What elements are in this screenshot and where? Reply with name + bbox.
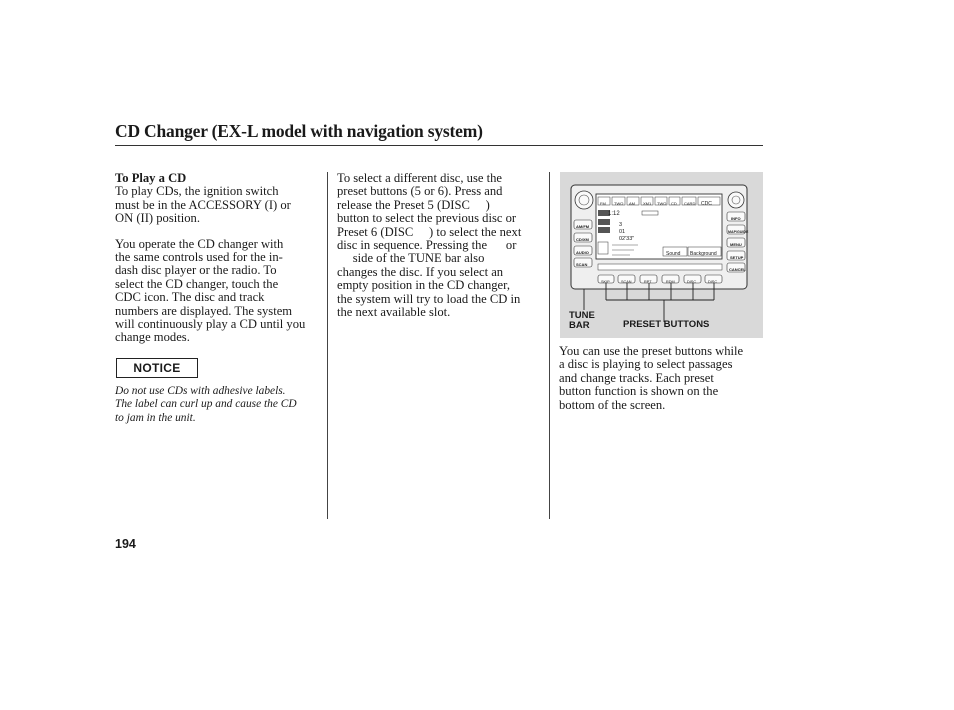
text-line: button function is shown on the [559, 384, 719, 399]
text-line: must be in the ACCESSORY (I) or [115, 197, 291, 212]
text-line: will continuously play a CD until you [115, 317, 306, 332]
preset-button-label: RDM [666, 280, 675, 284]
background-button-label: Background [690, 251, 717, 257]
section-heading: To Play a CD [115, 171, 187, 185]
volume-knob-icon [575, 191, 593, 209]
preset-buttons-label: PRESET BUTTONS [623, 319, 710, 330]
text-line: change modes. [115, 330, 190, 345]
text-line: and change tracks. Each preset [559, 370, 714, 385]
text-line: You can use the preset buttons while [559, 344, 744, 358]
text-line: bottom of the screen. [559, 397, 666, 412]
screen-mode: CDC [701, 201, 712, 207]
screen-track: 01 [619, 229, 626, 235]
screen-tab-label: CARD [684, 201, 696, 206]
text-line: To play CDs, the ignition switch [115, 184, 279, 199]
column-1 [115, 172, 305, 345]
text-line: to jam in the unit. [115, 411, 196, 424]
screen-clock: 1:12 [608, 211, 620, 217]
text-line: You operate the CD changer with [115, 236, 284, 251]
screen-tab-label: FM [600, 201, 606, 206]
page-number: 194 [115, 537, 136, 551]
sound-button-label: Sound [666, 251, 681, 257]
right-button-label: SETUP [730, 255, 744, 260]
left-button-label: AUDIO [576, 250, 589, 255]
text-line: numbers are displayed. The system [115, 303, 293, 318]
right-button-label: CANCEL [729, 267, 746, 272]
text-line: side of the TUNE bar also [337, 251, 485, 266]
page-title: CD Changer (EX-L model with navigation system) [115, 121, 483, 141]
screen-tab-label: XM1 [643, 201, 652, 206]
preset-button-label: SKIP [601, 280, 610, 284]
preset-button-label: DISC [687, 280, 697, 284]
text-line: button to select the previous disc or [337, 211, 517, 226]
text-line: changes the disc. If you select an [337, 264, 504, 279]
left-button-label: CD/XM [576, 237, 589, 242]
right-button-label: INFO [731, 216, 741, 221]
preset-button-label: DISC [708, 280, 718, 284]
left-button-label: AM/FM [576, 224, 590, 229]
text-line: empty position in the CD changer, [337, 278, 510, 293]
screen-time: 02'33" [619, 236, 635, 242]
text-line: The label can curl up and cause the CD [115, 398, 297, 411]
text-line: To select a different disc, use the [337, 171, 502, 185]
column-3 [559, 345, 743, 412]
preset-button-label: SCAN [621, 280, 632, 284]
preset-button-label: RPT [644, 280, 652, 284]
screen-tab-label: CD [671, 201, 677, 206]
text-line: the system will try to load the CD in [337, 291, 521, 306]
tune-bar-label: TUNE [569, 310, 595, 321]
screen-tab-label: TWO [657, 201, 667, 206]
title-rule [115, 145, 763, 146]
text-line: ON (II) position. [115, 211, 200, 226]
column-divider [549, 172, 550, 519]
screen-tab-label: TWO [614, 201, 624, 206]
tune-bar [598, 264, 722, 270]
text-line: Preset 6 (DISC ) to select the next [337, 224, 522, 239]
text-line: select the CD changer, touch the [115, 276, 279, 291]
text-line: Do not use CDs with adhesive labels. [115, 385, 286, 397]
audio-unit-figure [560, 172, 763, 338]
text-line: the same controls used for the in- [115, 250, 283, 265]
column-divider [327, 172, 328, 519]
joystick-knob-icon [728, 192, 744, 208]
notice-label: NOTICE [116, 358, 198, 378]
tune-bar-label: BAR [569, 320, 590, 331]
text-line: release the Preset 5 (DISC ) [337, 197, 490, 212]
left-button-label: SCAN [576, 262, 588, 267]
notice-text [115, 385, 297, 425]
text-line: CDC icon. The disc and track [115, 290, 265, 305]
text-line: disc in sequence. Pressing the or [337, 238, 517, 253]
text-line: preset buttons (5 or 6). Press and [337, 184, 503, 199]
right-button-label: MAP/GUIDE [728, 230, 749, 234]
text-line: a disc is playing to select passages [559, 357, 733, 372]
column-2 [337, 172, 521, 319]
screen-disc: 3 [619, 222, 623, 228]
screen-tab-label: AM [629, 201, 635, 206]
text-line: the next available slot. [337, 305, 451, 320]
text-line: dash disc player or the radio. To [115, 263, 277, 278]
right-button-label: MENU [730, 242, 742, 247]
